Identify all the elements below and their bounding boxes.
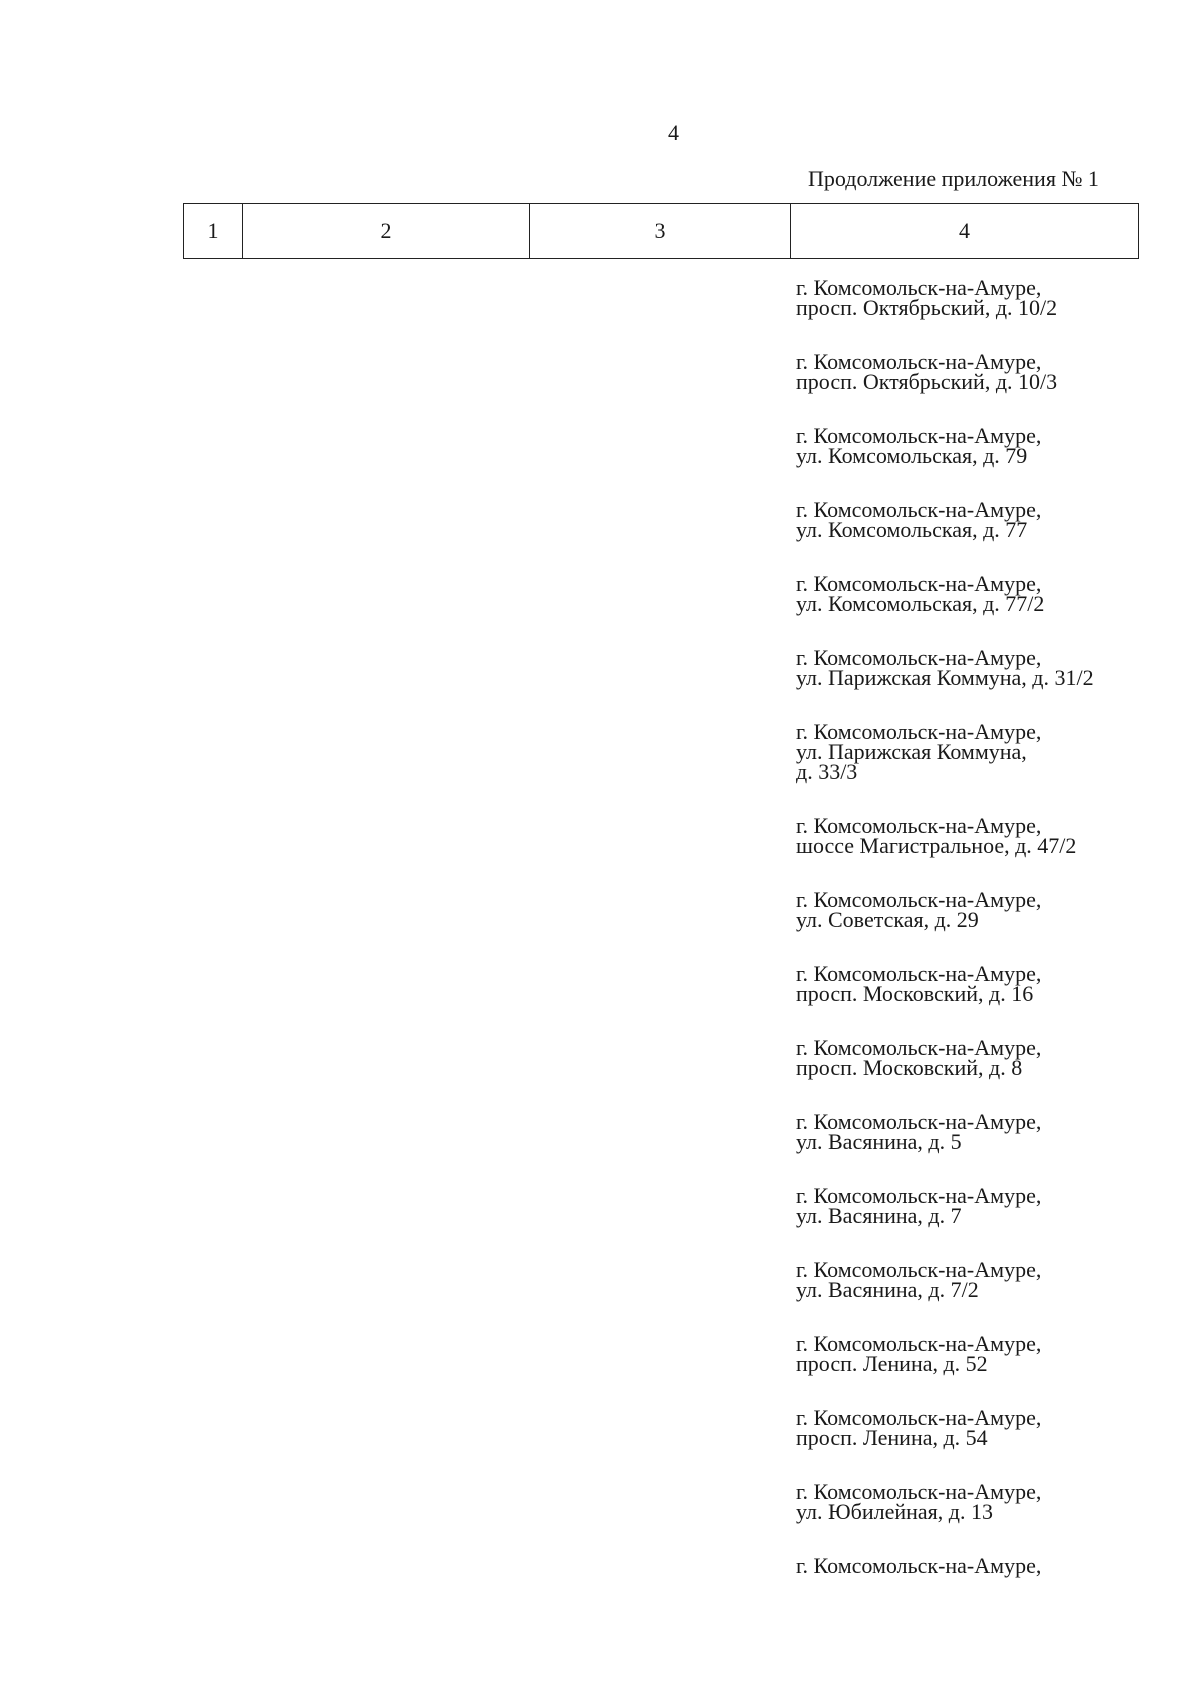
address-item [796, 1553, 1176, 1630]
address-line: просп. Московский, д. 16 [796, 981, 1034, 1006]
address-line: просп. Октябрьский, д. 10/2 [796, 295, 1058, 320]
continuation-label: Продолжение приложения № 1 [808, 166, 1099, 191]
address-line: просп. Ленина, д. 54 [796, 1425, 988, 1450]
address-line: г. Комсомольск-на-Амуре, [796, 887, 1042, 912]
address-item [796, 961, 1176, 1038]
address-line: г. Комсомольск-на-Амуре, [796, 423, 1042, 448]
address-line: г. Комсомольск-на-Амуре, [796, 349, 1042, 374]
header-cell-2: 2 [243, 204, 530, 259]
address-line: д. 33/3 [796, 759, 858, 784]
address-line: ул. Юбилейная, д. 13 [796, 1499, 993, 1524]
address-line: ул. Комсомольская, д. 77/2 [796, 591, 1045, 616]
address-line: ул. Парижская Коммуна, [796, 739, 1027, 764]
address-item [796, 571, 1176, 648]
column-header-table [183, 203, 1139, 259]
address-item [796, 1109, 1176, 1186]
address-line: г. Комсомольск-на-Амуре, [796, 719, 1042, 744]
address-line: ул. Комсомольская, д. 79 [796, 443, 1028, 468]
address-line: шоссе Магистральное, д. 47/2 [796, 833, 1077, 858]
header-cell-3: 3 [530, 204, 791, 259]
address-line: г. Комсомольск-на-Амуре, [796, 571, 1042, 596]
header-row [184, 204, 1139, 259]
address-line: г. Комсомольск-на-Амуре, [796, 813, 1042, 838]
address-line: просп. Московский, д. 8 [796, 1055, 1023, 1080]
address-item [796, 1257, 1176, 1334]
address-line: г. Комсомольск-на-Амуре, [796, 961, 1042, 986]
address-item [796, 497, 1176, 574]
address-line: г. Комсомольск-на-Амуре, [796, 1405, 1042, 1430]
address-line: г. Комсомольск-на-Амуре, [796, 497, 1042, 522]
address-item [796, 719, 1176, 816]
address-line: ул. Советская, д. 29 [796, 907, 979, 932]
address-item [796, 275, 1176, 352]
address-line: г. Комсомольск-на-Амуре, [796, 1479, 1042, 1504]
address-line: г. Комсомольск-на-Амуре, [796, 645, 1042, 670]
header-cell-1: 1 [184, 204, 243, 259]
address-line: ул. Парижская Коммуна, д. 31/2 [796, 665, 1094, 690]
header-cell-4: 4 [791, 204, 1139, 259]
page-number: 4 [668, 120, 679, 145]
address-line: ул. Комсомольская, д. 77 [796, 517, 1028, 542]
address-line: просп. Октябрьский, д. 10/3 [796, 369, 1058, 394]
address-line: просп. Ленина, д. 52 [796, 1351, 988, 1376]
address-line: г. Комсомольск-на-Амуре, [796, 1109, 1042, 1134]
address-item [796, 423, 1176, 500]
address-item [796, 645, 1176, 722]
address-item [796, 1331, 1176, 1408]
address-item [796, 1035, 1176, 1112]
address-item [796, 349, 1176, 426]
address-item [796, 813, 1176, 890]
address-line: ул. Васянина, д. 5 [796, 1129, 962, 1154]
address-line: ул. Васянина, д. 7 [796, 1203, 962, 1228]
address-list [796, 275, 1176, 1630]
address-line: г. Комсомольск-на-Амуре, [796, 1257, 1042, 1282]
address-line: г. Комсомольск-на-Амуре, [796, 1331, 1042, 1356]
address-line: ул. Васянина, д. 7/2 [796, 1277, 979, 1302]
address-line: г. Комсомольск-на-Амуре, [796, 1553, 1042, 1578]
address-line: г. Комсомольск-на-Амуре, [796, 275, 1042, 300]
address-item [796, 1479, 1176, 1556]
address-item [796, 1183, 1176, 1260]
address-item [796, 887, 1176, 964]
address-line: г. Комсомольск-на-Амуре, [796, 1183, 1042, 1208]
address-item [796, 1405, 1176, 1482]
address-line: г. Комсомольск-на-Амуре, [796, 1035, 1042, 1060]
